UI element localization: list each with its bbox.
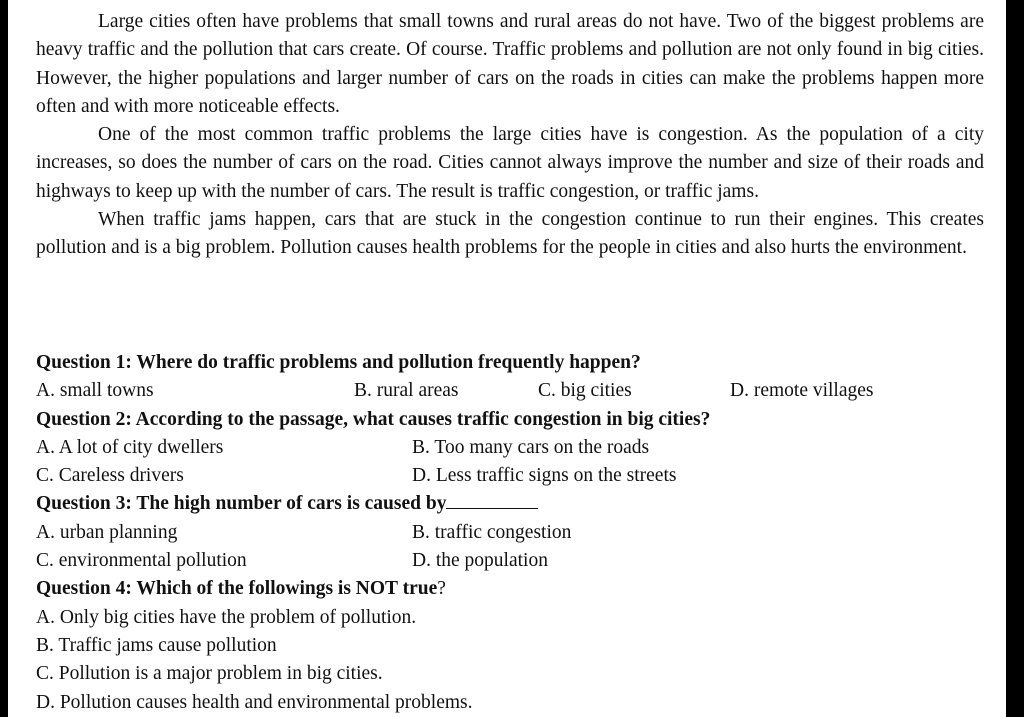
question-3-option-b[interactable]: B. traffic congestion bbox=[412, 521, 572, 543]
question-3-option-d[interactable]: D. the population bbox=[412, 550, 548, 572]
question-list bbox=[36, 349, 984, 717]
question-1-option-a[interactable]: A. small towns bbox=[36, 380, 154, 402]
question-2-options-row-1 bbox=[36, 434, 984, 462]
question-1-option-b[interactable]: B. rural areas bbox=[354, 380, 459, 402]
question-4-stem-mark: ? bbox=[437, 578, 446, 600]
question-2-option-c[interactable]: C. Careless drivers bbox=[36, 465, 184, 487]
reading-passage bbox=[36, 8, 984, 263]
question-3-option-a[interactable]: A. urban planning bbox=[36, 521, 178, 543]
question-2-stem: Question 2: According to the passage, what causes traffic congestion in big cities? bbox=[36, 408, 711, 430]
passage-paragraph-2: One of the most common traffic problems the large cities have is congestion. As the population of a city increases, so does the number of cars on the road. Cities cannot always improve the number and size of their roads and highways to keep up with the number of cars. The result is traffic congestion, or traffic jams. bbox=[36, 124, 984, 202]
question-4-option-b-row bbox=[36, 632, 984, 660]
question-4-option-c-row bbox=[36, 660, 984, 688]
question-1-option-d[interactable]: D. remote villages bbox=[730, 380, 874, 402]
question-4-option-a[interactable]: A. Only big cities have the problem of pollution. bbox=[36, 606, 417, 628]
question-2-options-row-2 bbox=[36, 462, 984, 490]
question-4-stem bbox=[36, 575, 984, 603]
question-4-option-a-row bbox=[36, 604, 984, 632]
question-2-option-a[interactable]: A. A lot of city dwellers bbox=[36, 436, 224, 458]
passage-paragraph-1: Large cities often have problems that small towns and rural areas do not have. Two of the biggest problems are heavy traffic and the pollution that cars create. Of course. Traffic problems and pollution are not only found in big cities. However, the higher populations and larger number of cars on the roads in cities can make the problems happen more often and with more noticeable effects. bbox=[36, 11, 984, 117]
question-4-option-b[interactable]: B. Traffic jams cause pollution bbox=[36, 634, 277, 656]
document-page bbox=[8, 0, 1006, 717]
question-4-stem-text: Question 4: Which of the followings is NOT true bbox=[36, 578, 438, 600]
question-2-option-b[interactable]: B. Too many cars on the roads bbox=[412, 436, 650, 458]
answer-blank bbox=[446, 490, 538, 509]
question-1-option-c[interactable]: C. big cities bbox=[538, 380, 632, 402]
passage-paragraph-3: When traffic jams happen, cars that are stuck in the congestion continue to run their engines. This creates pollution and is a big problem. Pollution causes health problems for the people in cities and also hurts the environment. bbox=[36, 209, 984, 259]
question-1-stem: Question 1: Where do traffic problems and pollution frequently happen? bbox=[36, 352, 641, 373]
question-3-option-c[interactable]: C. environmental pollution bbox=[36, 550, 247, 572]
question-1-options bbox=[36, 377, 984, 405]
question-3-stem-text: Question 3: The high number of cars is caused by bbox=[36, 493, 447, 515]
question-4-option-c[interactable]: C. Pollution is a major problem in big cities. bbox=[36, 663, 383, 685]
question-3-options-row-1 bbox=[36, 519, 984, 547]
question-3-stem bbox=[36, 490, 984, 518]
question-4-option-d-row bbox=[36, 689, 984, 717]
question-2-option-d[interactable]: D. Less traffic signs on the streets bbox=[412, 465, 677, 487]
question-4-option-d[interactable]: D. Pollution causes health and environmental problems. bbox=[36, 691, 473, 713]
question-3-options-row-2 bbox=[36, 547, 984, 575]
